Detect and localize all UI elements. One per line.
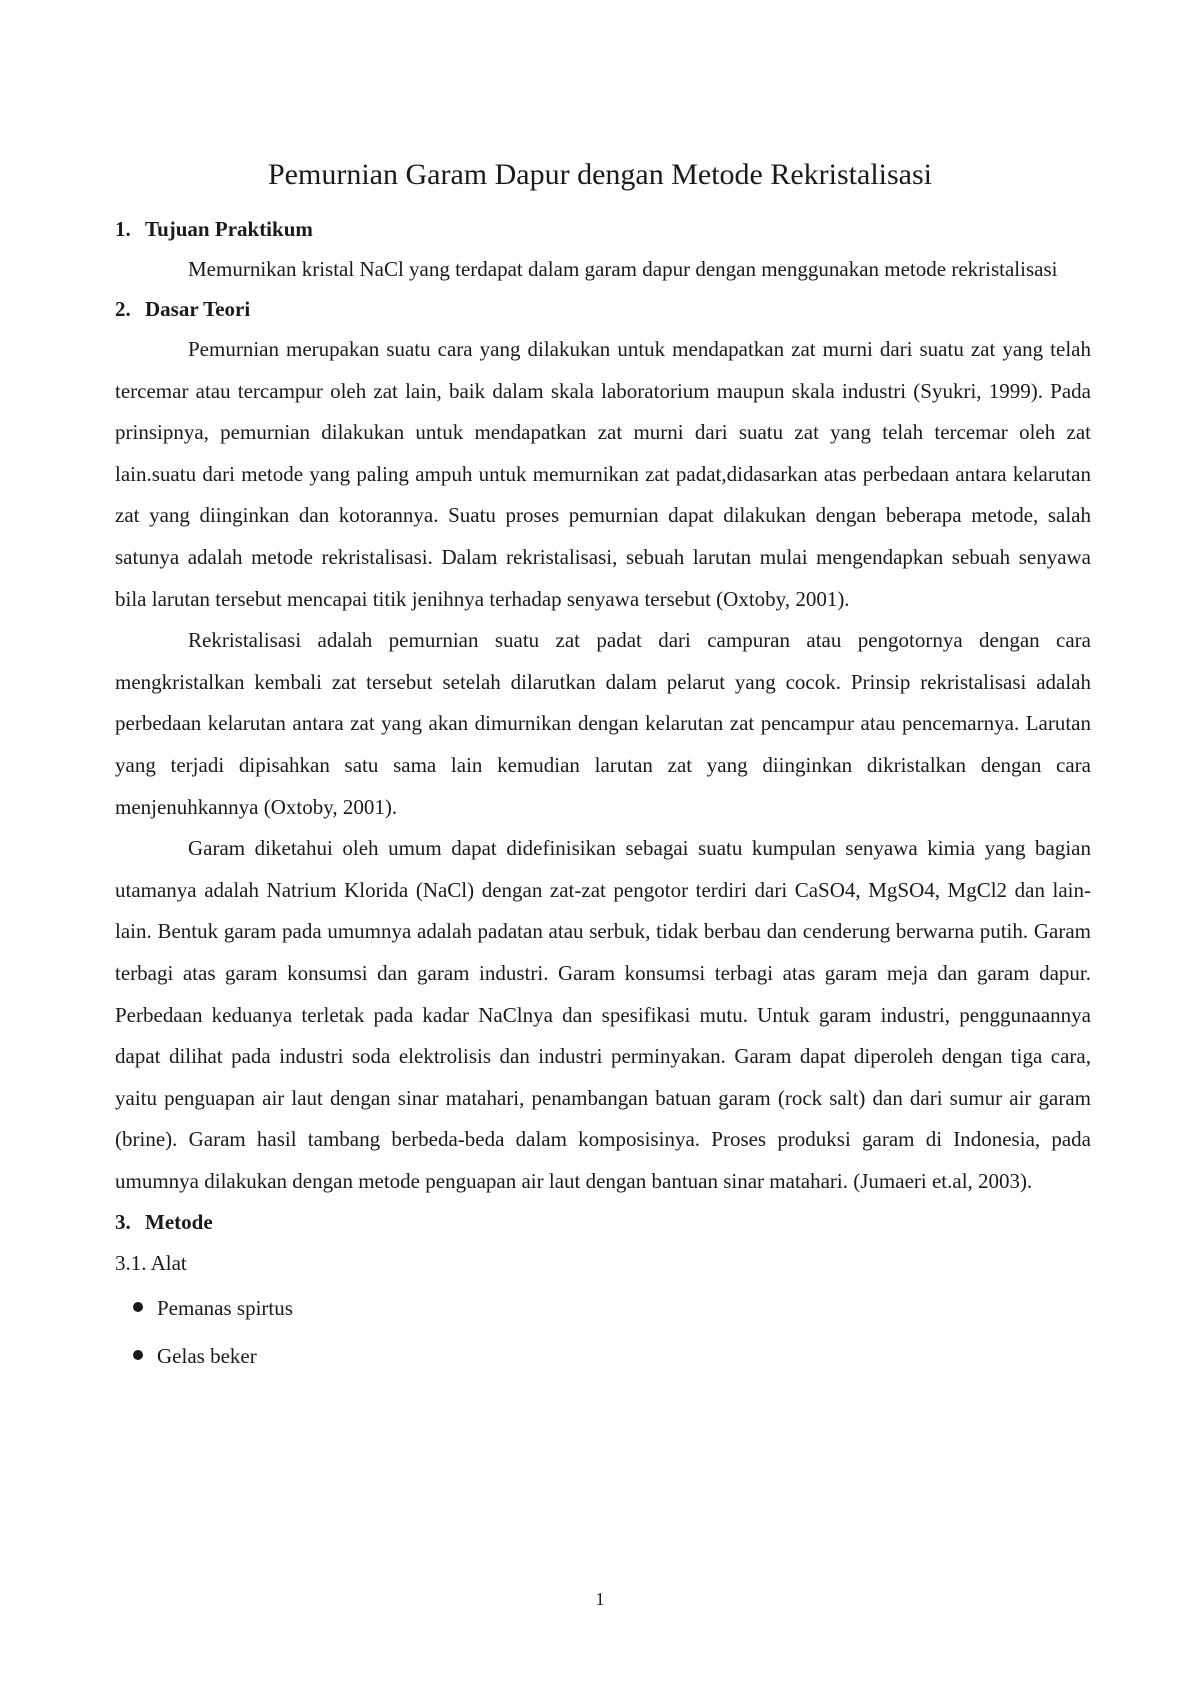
equipment-list — [115, 1284, 1091, 1380]
list-item — [115, 1284, 1091, 1332]
list-item-text: Gelas beker — [157, 1344, 257, 1369]
paragraph-tujuan: Memurnikan kristal NaCl yang terdapat dalam garam dapur dengan menggunakan metode rekristalisasi — [188, 257, 1058, 281]
section-title: Metode — [145, 1210, 213, 1235]
section-number: 3. — [115, 1210, 131, 1235]
document-body — [115, 209, 1091, 1380]
subsection-heading-alat: 3.1. Alat — [115, 1251, 187, 1276]
list-item-text: Pemanas spirtus — [157, 1296, 293, 1321]
paragraph-garam: Garam diketahui oleh umum dapat didefinisikan sebagai suatu kumpulan senyawa kimia yang bagian utamanya adalah Natrium Klorida (NaCl) dengan zat-zat pengotor terdiri dari CaSO4, MgSO4, MgCl2 dan lain-lain. Bentuk garam pada umumnya adalah padatan atau serbuk, tidak berbau dan cenderung berwarna putih. Garam terbagi atas garam konsumsi dan garam industri. Garam konsumsi terbagi atas garam meja dan garam dapur. Perbedaan keduanya terletak pada kadar NaClnya dan spesifikasi mutu. Untuk garam industri, penggunaannya dapat dilihat pada industri soda elektrolisis dan industri perminyakan. Garam dapat diperoleh dengan tiga cara, yaitu penguapan air laut dengan sinar matahari, penambangan batuan garam (rock salt) dan dari sumur air garam (brine). Garam hasil tambang berbeda-beda dalam komposisinya. Proses produksi garam di Indonesia, pada umumnya dilakukan dengan metode penguapan air laut dengan bantuan sinar matahari. (Jumaeri et.al, 2003). — [115, 836, 1091, 1193]
section-number: 1. — [115, 217, 131, 241]
bullet-icon — [133, 1302, 143, 1312]
section-heading-dasar-teori — [115, 289, 1091, 329]
section-number: 2. — [115, 297, 131, 321]
paragraph-rekristalisasi: Rekristalisasi adalah pemurnian suatu zat padat dari campuran atau pengotornya dengan cara mengkristalkan kembali zat tersebut setelah dilarutkan dalam pelarut yang cocok. Prinsip rekristalisasi adalah perbedaan kelarutan antara zat yang akan dimurnikan dengan kelarutan zat pencampur atau pencemarnya. Larutan yang terjadi dipisahkan satu sama lain kemudian larutan zat yang diinginkan dikristalkan dengan cara menjenuhkannya (Oxtoby, 2001). — [115, 628, 1091, 819]
page-number: 1 — [595, 1589, 605, 1609]
list-item — [115, 1332, 1091, 1380]
paragraph-pemurnian: Pemurnian merupakan suatu cara yang dilakukan untuk mendapatkan zat murni dari suatu zat yang telah tercemar atau tercampur oleh zat lain, baik dalam skala laboratorium maupun skala industri (Syukri, 1999). Pada prinsipnya, pemurnian dilakukan untuk mendapatkan zat murni dari suatu zat yang telah tercemar oleh zat lain.suatu dari metode yang paling ampuh untuk memurnikan zat padat,didasarkan atas perbedaan antara kelarutan zat yang diinginkan dan kotorannya. Suatu proses pemurnian dapat dilakukan dengan beberapa metode, salah satunya adalah metode rekristalisasi. Dalam rekristalisasi, sebuah larutan mulai mengendapkan sebuah senyawa bila larutan tersebut mencapai titik jenihnya terhadap senyawa tersebut (Oxtoby, 2001). — [115, 337, 1091, 611]
bullet-icon — [133, 1350, 143, 1360]
section-title: Dasar Teori — [145, 297, 251, 321]
section-title: Tujuan Praktikum — [145, 217, 313, 241]
section-heading-metode — [115, 1202, 1091, 1242]
section-heading-tujuan — [115, 209, 1091, 249]
document-title: Pemurnian Garam Dapur dengan Metode Rekristalisasi — [268, 158, 932, 191]
